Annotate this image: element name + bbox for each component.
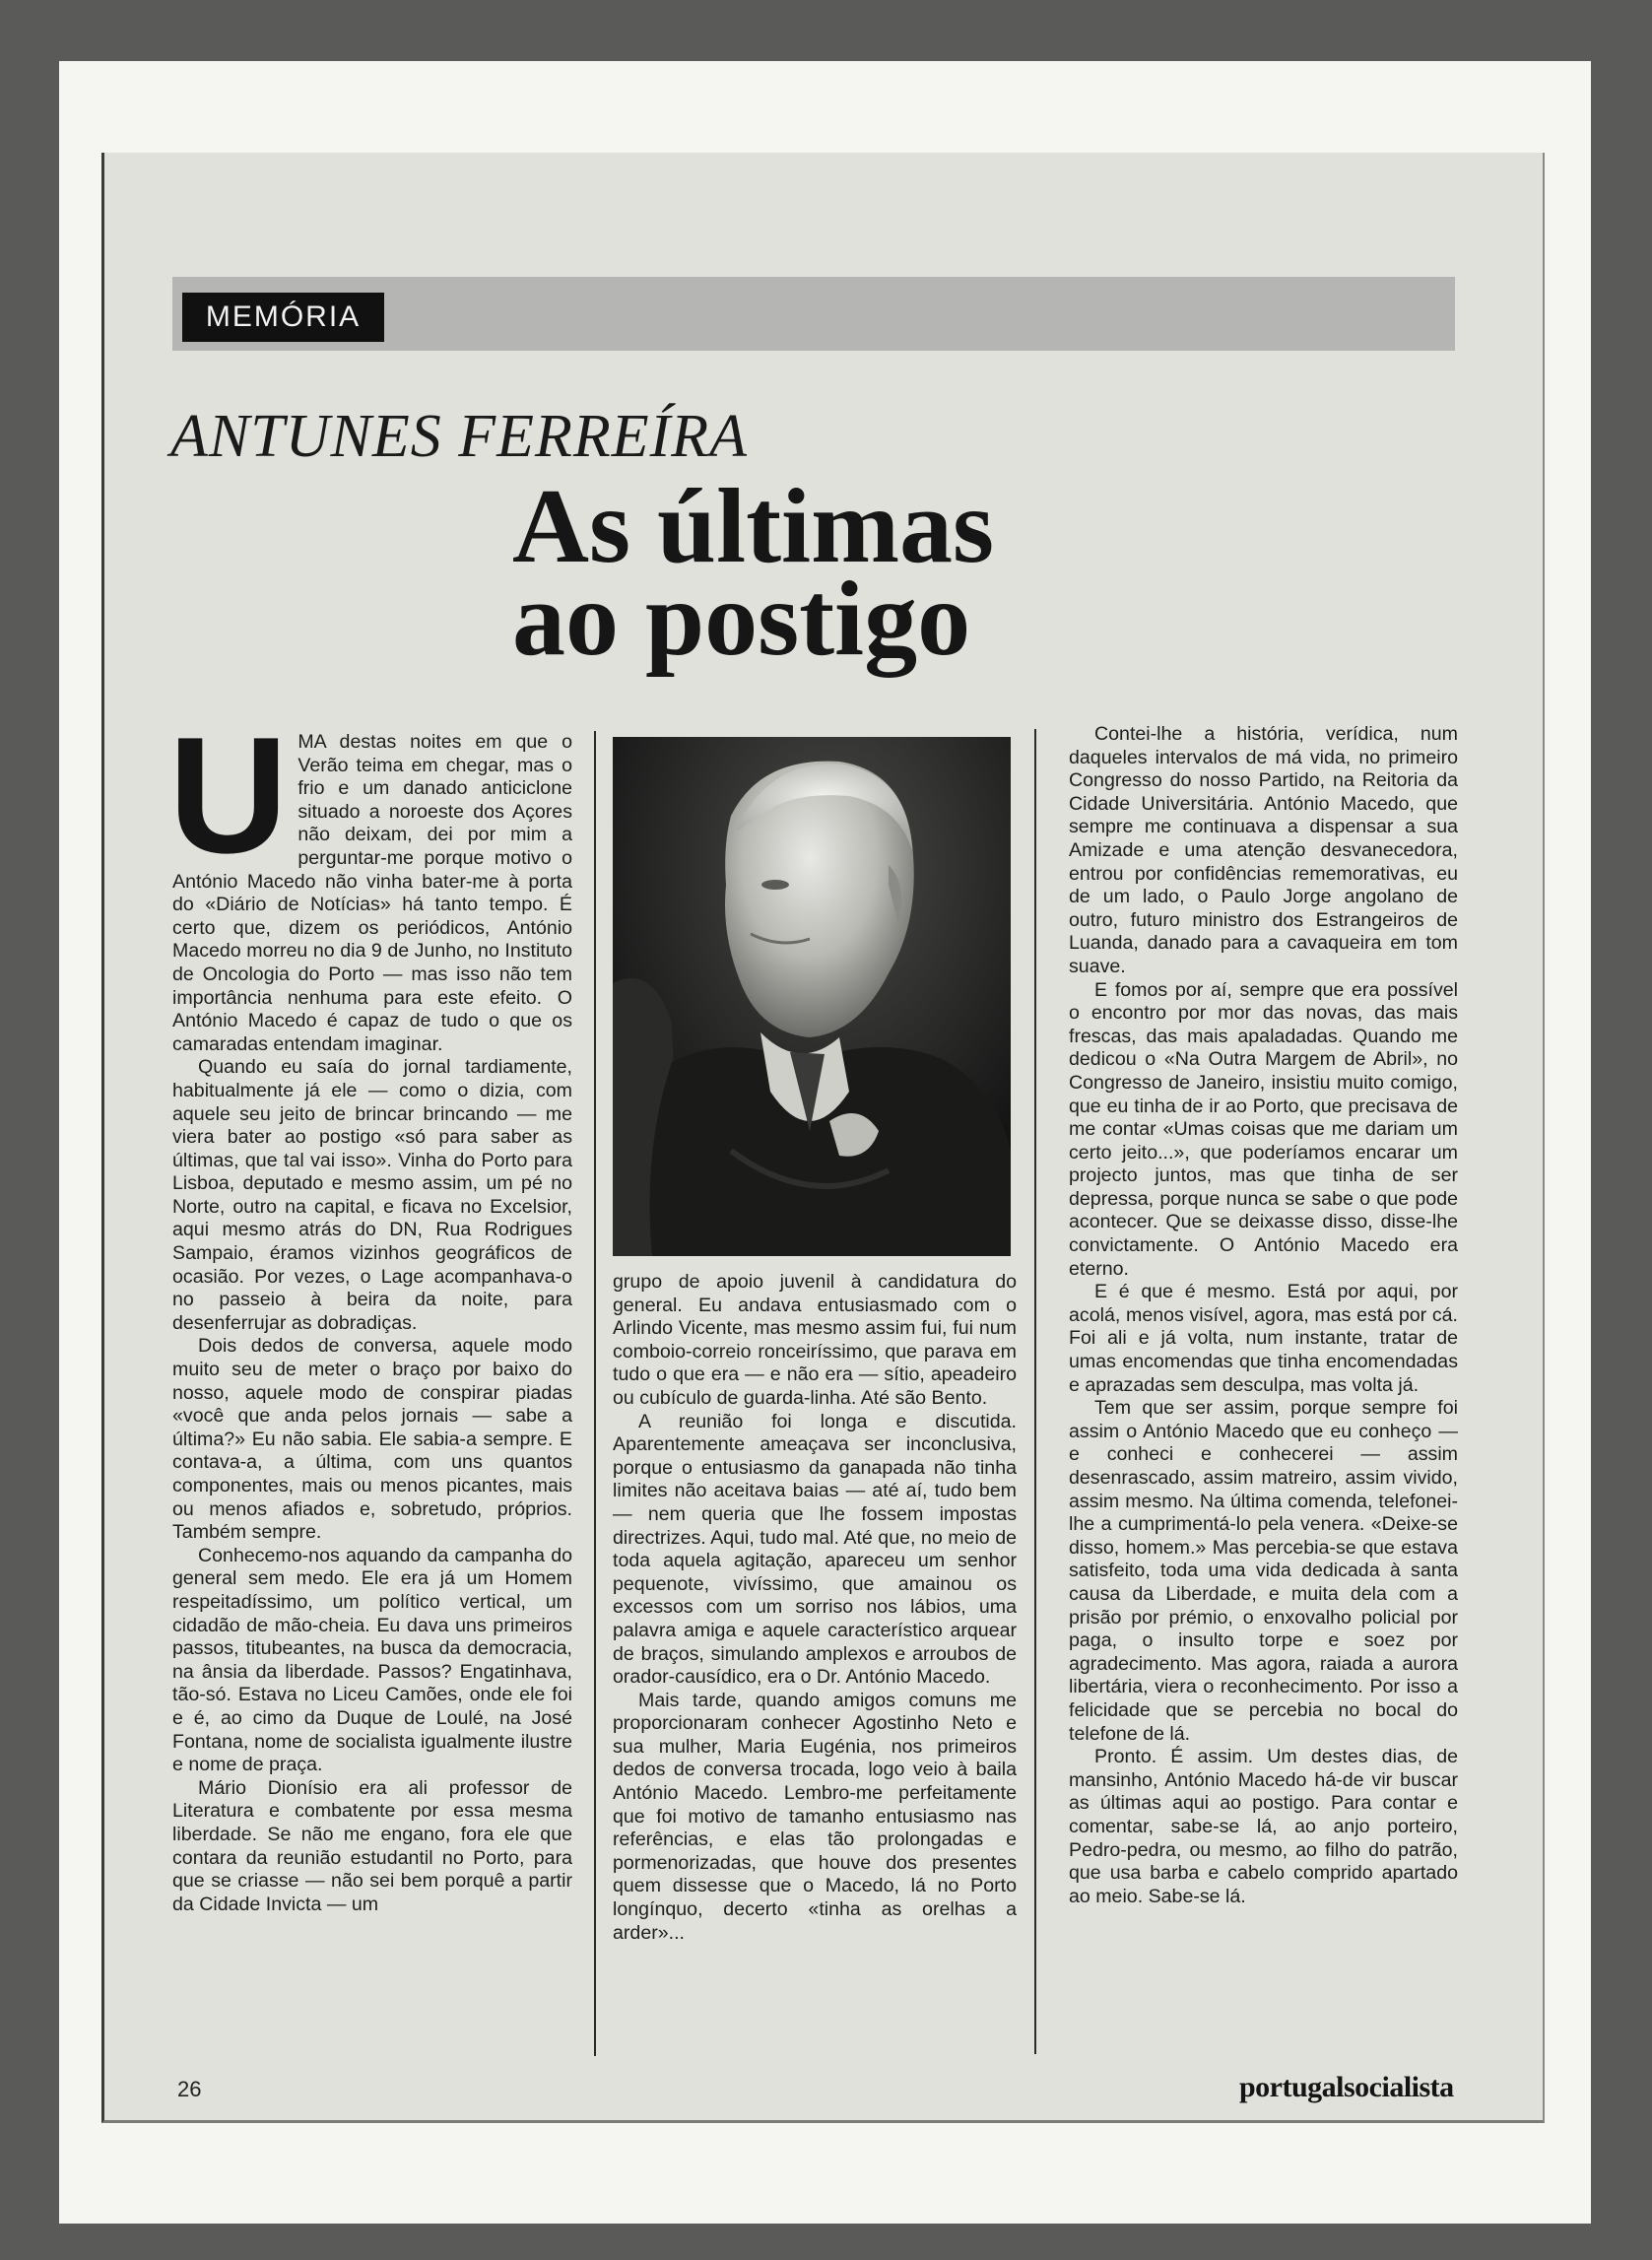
paragraph: Dois dedos de conversa, aquele modo muito seu de meter o braço por baixo do nosso, aquele modo de conspirar piadas «você que anda pelos jornais — sabe a última?» Eu não sabia. Ele sabia-a sempre. E contava-a, a última, com uns quantos componentes, mais ou menos picantes, mais ou menos afiados e, sobretudo, próprios. Também sempre. [172, 1335, 572, 1544]
article-column-1 [168, 702, 572, 1916]
paragraph: E fomos por aí, sempre que era possível o encontro por mor das novas, das mais frescas, das mais apaladadas. Quando me dedicou o «Na Outra Margem de Abril», no Congresso de Janeiro, insistiu muito comigo, que eu tinha de ir ao Porto, que precisava de me contar «Umas coisas que me dariam um certo jeito...», que poderíamos encarar um projecto juntos, mas que tinha de ser depressa, porque nunca se sabe o que pode acontecer. Que se deixasse disso, disse-lhe convictamente. O António Macedo era eterno. [1069, 978, 1458, 1280]
headline-line-1: As últimas [512, 468, 995, 585]
paragraph: MA destas noites em que o Verão teima em chegar, mas o frio e um danado anticiclone situado a noroeste dos Açores não deixam, dei por mim a perguntar-me porque motivo o António Macedo não vinha bater-me à porta do «Diário de Notícias» há tanto tempo. É certo que, dizem os periódicos, António Macedo morreu no dia 9 de Junho, no Instituto de Oncologia do Porto — mas isso não tem importância nenhuma para este efeito. O António Macedo é capaz de tudo o que os camaradas entendam imaginar. [172, 731, 572, 1055]
headline-line-2: ao postigo [512, 561, 971, 678]
paragraph: grupo de apoio juvenil à candidatura do general. Eu andava entusiasmado com o Arlindo Vicente, mas mesmo assim fui, fui num comboio-correio ronceiríssimo, que parava em tudo o que era — e não era — sítio, apeadeiro ou cubículo de guarda-linha. Até são Bento. [613, 1271, 1017, 1409]
article-column-2 [613, 1271, 1017, 1945]
publication-logo: portugalsocialista [1239, 2071, 1454, 2103]
portrait-photo [613, 737, 1011, 1256]
paragraph: Pronto. É assim. Um destes dias, de mansinho, António Macedo há-de vir buscar as últimas aqui ao postigo. Para contar e comentar, sabe-se lá, ao anjo porteiro, Pedro-pedra, ou mesmo, ao filho do patrão, que usa barba e cabelo comprido apartado ao meio. Sabe-se lá. [1069, 1746, 1458, 1907]
article-headline [512, 468, 1222, 678]
column-rule-left [594, 731, 596, 2056]
paragraph: Contei-lhe a história, verídica, num daqueles intervalos de má vida, no primeiro Congresso do nosso Partido, na Reitoria da Cidade Universitária. António Macedo, que sempre me continuava a dispensar a sua Amizade e uma atenção desvanecedora, entrou por confidências rememorativas, eu de um lado, o Paulo Jorge angolano de outro, futuro ministro dos Estrangeiros de Luanda, danado para a cavaqueira em tom suave. [1069, 723, 1458, 977]
drop-cap: U [168, 702, 289, 888]
paragraph: Quando eu saía do jornal tardiamente, habitualmente já ele — como o dizia, com aquele seu jeito de brincar brincando — me viera bater ao postigo «só para saber as últimas, que tal vai isso». Vinha do Porto para Lisboa, deputado e mesmo assim, um pé no Norte, outro na capital, e ficava no Excelsior, aqui mesmo atrás do DN, Rua Rodrigues Sampaio, éramos vizinhos geográficos de ocasião. Por vezes, o Lage acompanhava-o no passeio à beira da noite, para desenferrujar as dobradiças. [172, 1056, 572, 1334]
paragraph: Mário Dionísio era ali professor de Literatura e combatente por essa mesma liberdade. Se não me engano, fora ele que contara da reunião estudantil no Porto, para que se criasse — não sei bem porquê a partir da Cidade Invicta — um [172, 1776, 572, 1915]
author-name: ANTUNES FERREÍRA [170, 403, 748, 470]
paragraph: Conhecemo-nos aquando da campanha do general sem medo. Ele era já um Homem respeitadíssimo, um político vertical, um cidadão de mão-cheia. Eu dava uns primeiros passos, titubeantes, na busca da democracia, na ânsia da liberdade. Passos? Engatinhava, tão-só. Estava no Liceu Camões, onde ele foi e é, ao cimo da Duque de Loulé, na José Fontana, nome de socialista igualmente ilustre e nome de praça. [172, 1544, 572, 1776]
portrait-photo-image [613, 737, 1011, 1256]
paragraph: E é que é mesmo. Está por aqui, por acolá, menos visível, agora, mas está por cá. Foi ali e já volta, num instante, tratar de umas encomendas que tinha encomendadas e aprazadas sem desculpa, mas volta já. [1069, 1281, 1458, 1396]
paragraph: A reunião foi longa e discutida. Aparentemente ameaçava ser inconclusiva, porque o entusiasmo da ganapada não tinha limites não aceitava baias — até aí, tudo bem — nem queria que lhe fossem impostas directrizes. Aqui, tudo mal. Até que, no meio de toda aquela agitação, apareceu um senhor pequenote, vivíssimo, que amainou os excessos com um sorriso nos lábios, uma palavra amiga e aquele característico arquear de braços, simulando amplexos e arroubos de orador-causídico, era o Dr. António Macedo. [613, 1410, 1017, 1689]
paragraph: Tem que ser assim, porque sempre foi assim o António Macedo que eu conheço — e conheci e conhecerei — assim desenrascado, assim matreiro, assim vivido, assim mesmo. Na última comenda, telefonei-lhe a cumprimentá-lo pela venera. «Deixe-se disso, homem.» Mas percebia-se que estava satisfeito, toda uma vida dedicada à santa causa da Liberdade, e muita dela com a prisão por prémio, o enxovalho policial por paga, o insulto torpe e soez por agradecimento. Mas agora, raiada a aurora libertária, viera o reconhecimento. Por isso a felicidade que se percebia no bocal do telefone de lá. [1069, 1397, 1458, 1745]
article-column-3 [1069, 723, 1458, 1908]
page-number: 26 [177, 2077, 202, 2101]
paragraph: Mais tarde, quando amigos comuns me proporcionaram conhecer Agostinho Neto e sua mulher, Maria Eugénia, nos primeiros dedos de conversa trocada, logo veio à baila António Macedo. Lembro-me perfeitamente que foi motivo de tamanho entusiasmo nas referências, e elas tão prolongadas e pormenorizadas, que houve dos presentes quem dissesse que o Macedo, lá no Porto longínquo, decerto «tinha as orelhas a arder»... [613, 1689, 1017, 1944]
section-label: MEMÓRIA [182, 293, 384, 342]
column-rule-right [1034, 729, 1036, 2054]
